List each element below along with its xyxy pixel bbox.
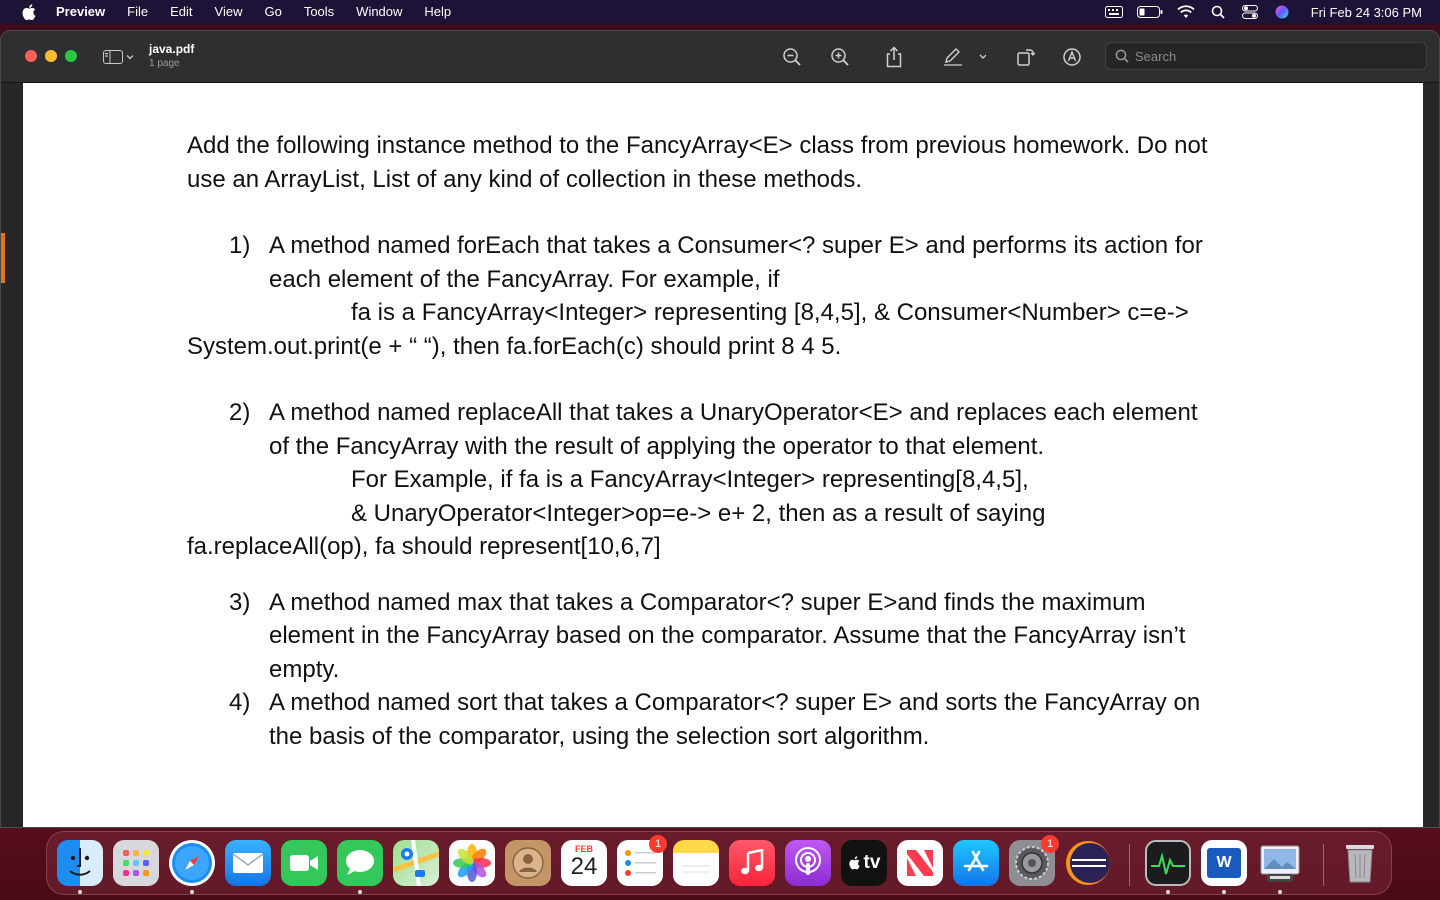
side-accent-stripe [1,233,5,283]
intro-line-2: use an ArrayList, List of any kind of collection in these methods. [187,165,863,193]
menu-file[interactable]: File [127,4,149,19]
maps-icon[interactable] [393,840,439,886]
eclipse-icon[interactable] [1065,840,1111,886]
document-viewport[interactable] [1,83,1439,828]
tv-label: tv [863,852,881,873]
list-line: A method named max that takes a Comparator<? super E>and finds the maximum [269,588,1146,616]
finder-icon[interactable] [57,840,103,886]
trash-icon[interactable] [1337,840,1383,886]
zoom-out-icon[interactable] [780,45,804,69]
share-icon[interactable] [882,45,906,69]
calendar-month: FEB [575,844,593,854]
word-icon[interactable] [1201,840,1247,886]
spotlight-icon[interactable] [1209,5,1227,19]
tv-icon[interactable] [841,840,887,886]
list-line: each element of the FancyArray. For example, if [269,265,780,293]
sidebar-toggle-button[interactable] [103,48,137,66]
running-indicator [1222,890,1226,894]
example-line: fa is a FancyArray<Integer> representing [8,4,5], & Consumer<Number> c=e-> [351,299,1189,326]
menu-window[interactable]: Window [356,4,403,19]
menubar-clock[interactable]: Fri Feb 24 3:06 PM [1310,4,1422,20]
document-body [187,129,1287,753]
running-indicator [1166,890,1170,894]
safari-icon[interactable] [169,840,215,886]
pdf-page[interactable] [23,83,1423,828]
notes-icon[interactable] [673,840,719,886]
list-line: A method named forEach that takes a Consumer<? super E> and performs its action for [269,232,1203,259]
zoom-in-icon[interactable] [828,45,852,69]
menu-tools[interactable]: Tools [303,4,335,19]
list-number: 3) [229,588,251,616]
dock [46,831,1392,895]
podcasts-icon[interactable] [785,840,831,886]
control-center-icon[interactable] [1241,5,1259,19]
running-indicator [1278,890,1282,894]
example-line: System.out.print(e + “ “), then fa.forEach(c) should print 8 4 5. [187,332,842,360]
list-item-4 [187,686,1287,753]
launchpad-icon[interactable] [113,840,159,886]
wifi-icon[interactable] [1177,5,1195,19]
window-toolbar [1,31,1439,83]
list-line: empty. [269,655,340,683]
apple-menu-icon[interactable] [22,0,36,24]
menu-edit[interactable]: Edit [170,4,193,19]
search-icon [1115,49,1129,63]
fullscreen-window-button[interactable] [65,50,77,62]
close-window-button[interactable] [25,50,37,62]
list-line: of the FancyArray with the result of applying the operator to that element. [269,432,1045,460]
contacts-icon[interactable] [505,840,551,886]
minimize-window-button[interactable] [45,50,57,62]
list-item-2 [187,396,1287,463]
menu-app-name[interactable]: Preview [56,4,106,19]
word-label: W [1216,854,1232,871]
siri-icon[interactable] [1273,5,1291,19]
app-store-icon[interactable] [953,840,999,886]
running-indicator [358,890,362,894]
list-number: 4) [229,689,251,716]
markup-pen-icon[interactable] [942,45,986,69]
search-input[interactable] [1135,49,1415,64]
list-number: 1) [229,232,251,259]
list-line: A method named replaceAll that takes a UnaryOperator<E> and replaces each element [269,399,1198,426]
reminders-badge: 1 [649,835,667,853]
dock-separator [1129,844,1130,886]
menu-help[interactable]: Help [424,4,452,19]
photos-icon[interactable] [449,840,495,886]
calendar-day: 24 [570,853,598,880]
menu-bar [0,0,1440,24]
messages-icon[interactable] [337,840,383,886]
calendar-icon[interactable] [561,840,607,886]
example-line: For Example, if fa is a FancyArray<Integer> representing[8,4,5], [351,466,1029,493]
music-icon[interactable] [729,840,775,886]
list-item-3 [187,586,1287,687]
keyboard-icon[interactable] [1105,5,1123,19]
battery-icon[interactable] [1137,5,1163,19]
activity-monitor-icon[interactable] [1145,840,1191,886]
system-preferences-badge: 1 [1041,835,1059,853]
preview-window [0,30,1440,828]
example-line: & UnaryOperator<Integer>op=e-> e+ 2, then as a result of saying [351,499,1046,527]
intro-line-1: Add the following instance method to the FancyArray<E> class from previous homework. Do not [187,132,1208,159]
rotate-icon[interactable] [1013,45,1037,69]
list-line: A method named sort that takes a Comparator<? super E> and sorts the FancyArray on [269,689,1201,716]
annotate-icon[interactable] [1060,45,1084,69]
document-page-count: 1 page [149,58,180,69]
running-indicator [190,890,194,894]
list-item-1 [187,229,1287,296]
menu-view[interactable]: View [214,4,243,19]
facetime-icon[interactable] [281,840,327,886]
example-line: fa.replaceAll(op), fa should represent[10,6,7] [187,533,661,560]
news-icon[interactable] [897,840,943,886]
document-title: java.pdf [149,42,195,56]
list-line: element in the FancyArray based on the comparator. Assume that the FancyArray isn’t [269,622,1186,649]
list-line: the basis of the comparator, using the selection sort algorithm. [269,722,930,750]
search-field[interactable] [1105,42,1427,70]
dock-separator [1323,844,1324,886]
list-number: 2) [229,399,251,426]
menu-go[interactable]: Go [264,4,282,19]
status-area [1105,0,1440,24]
running-indicator [78,890,82,894]
mail-icon[interactable] [225,840,271,886]
preview-icon[interactable] [1257,840,1303,886]
